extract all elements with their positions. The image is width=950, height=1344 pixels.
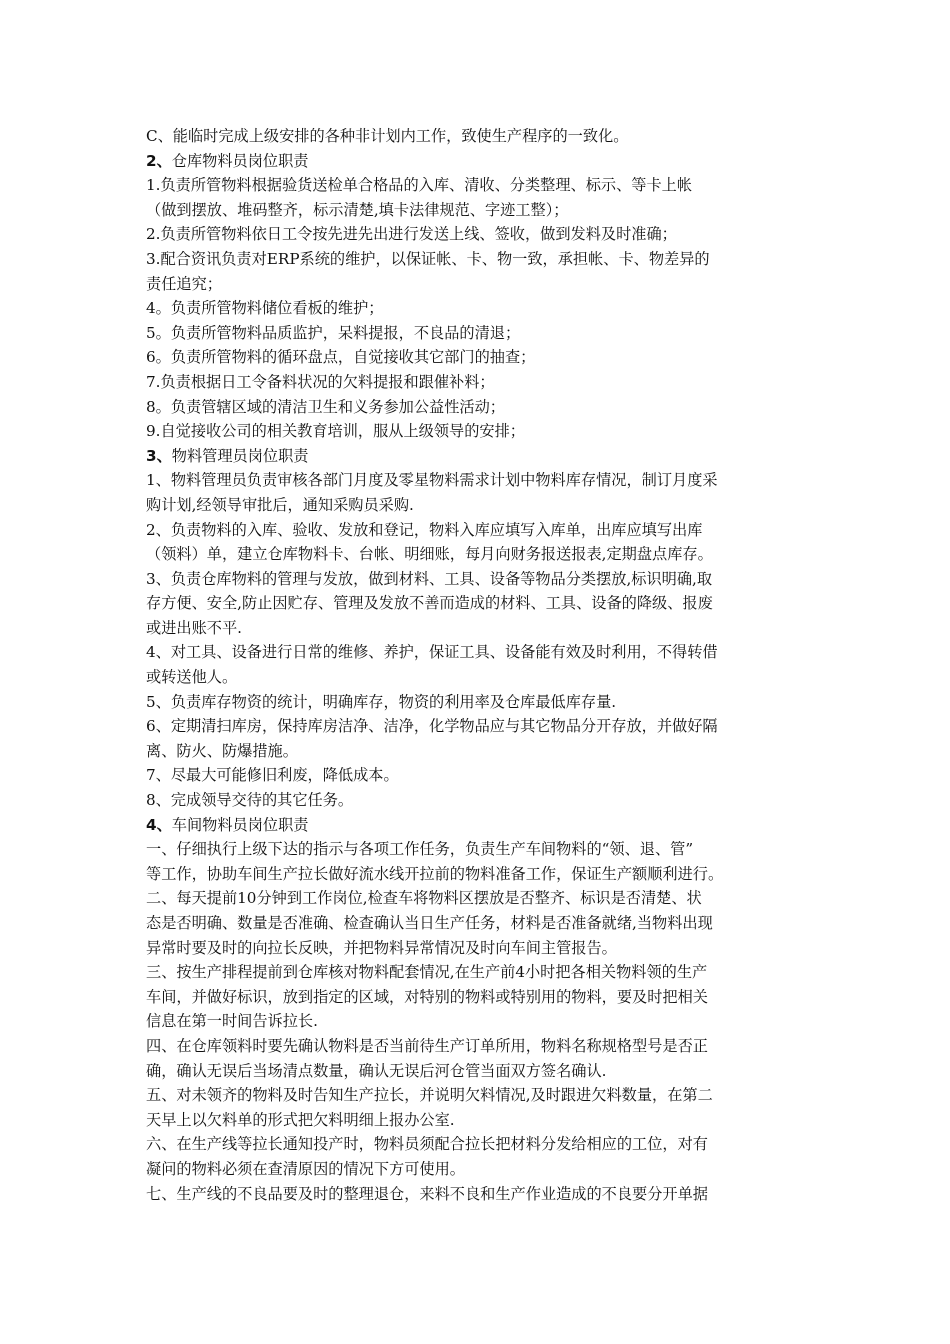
- text-line: 离、防火、防爆措施。: [146, 741, 298, 760]
- text-line: 2、负责物料的入库、验收、发放和登记，物料入库应填写入库单，出库应填写出库: [146, 520, 703, 539]
- section-title: 车间物料员岗位职责: [171, 815, 309, 834]
- text-line: 6、定期清扫库房，保持库房洁净、洁净，化学物品应与其它物品分开存放，并做好隔: [146, 717, 718, 736]
- text-line: 存方便、安全,防止因贮存、管理及发放不善而造成的材料、工具、设备的降级、报废: [146, 594, 713, 613]
- text-line: 天早上以欠料单的形式把欠料明细上报办公室.: [146, 1110, 455, 1129]
- text-line: 凝问的物料必须在查清原因的情况下方可使用。: [146, 1159, 465, 1178]
- section-heading: [146, 444, 806, 469]
- text-line: 9.自觉接收公司的相关教育培训，服从上级领导的安排；: [146, 422, 525, 441]
- section-number: 3、: [146, 446, 172, 465]
- text-line: 七、生产线的不良品要及时的整理退仓，来料不良和生产作业造成的不良要分开单据: [146, 1184, 708, 1203]
- text-line: 3.配合资讯负责对ERP系统的维护，以保证帐、卡、物一致，承担帐、卡、物差异的: [146, 249, 710, 268]
- text-line: 确，确认无误后当场清点数量，确认无误后河仓管当面双方签名确认.: [146, 1061, 607, 1080]
- text-line: 态是否明确、数量是否准确、检查确认当日生产任务，材料是否准备就绪,当物料出现: [146, 914, 713, 932]
- text-line: 等工作，协助车间生产拉长做好流水线开拉前的物料准备工作，保证生产额顺利进行。: [146, 864, 724, 883]
- text-line: 购计划,经领导审批后，通知采购员采购.: [146, 495, 414, 514]
- section-title: 仓库物料员岗位职责: [171, 151, 309, 170]
- text-line: 2.负责所管物料依日工令按先进先出进行发送上线、签收，做到发料及时准确；: [146, 225, 677, 244]
- text-line: 7、尽最大可能修旧利废，降低成本。: [146, 766, 399, 785]
- section-number: 4、: [146, 815, 172, 834]
- text-line: 1、物料管理员负责审核各部门月度及零星物料需求计划中物料库存情况，制订月度采: [146, 471, 718, 490]
- text-line: （做到摆放、堆码整齐，标示清楚,填卡法律规范、字迹工整）；: [146, 200, 569, 219]
- text-line: 责任追究；: [146, 274, 222, 293]
- text-line: 1.负责所管物料根据验货送检单合格品的入库、清收、分类整理、标示、等卡上帐: [146, 176, 693, 195]
- text-line: 8、完成领导交待的其它任务。: [146, 791, 354, 810]
- text-line: 4。负责所管物料储位看板的维护；: [146, 299, 384, 318]
- text-line: 二、每天提前10分钟到工作岗位,检查车将物料区摆放是否整齐、标识是否清楚、状: [146, 889, 702, 908]
- text-line: 3、负责仓库物料的管理与发放，做到材料、工具、设备等物品分类摆放,标识明确,取: [146, 569, 713, 588]
- text-line: 或转送他人。: [146, 668, 238, 687]
- section-heading: [146, 813, 806, 838]
- section-title: 物料管理员岗位职责: [171, 446, 309, 465]
- text-line: 4、对工具、设备进行日常的维修、养护，保证工具、设备能有效及时利用，不得转借: [146, 643, 718, 662]
- text-line: 五、对未领齐的物料及时告知生产拉长，并说明欠料情况,及时跟进欠料数量，在第二: [146, 1086, 713, 1105]
- text-line: （领料）单，建立仓库物料卡、台帐、明细账，每月向财务报送报表,定期盘点库存。: [146, 545, 713, 564]
- text-line: 车间，并做好标识，放到指定的区域，对特别的物料或特别用的物料，要及时把相关: [146, 987, 708, 1006]
- text-line: 5。负责所管物料品质监护，呆料提报，不良品的清退；: [146, 323, 521, 342]
- text-line: 信息在第一时间告诉拉长.: [146, 1012, 318, 1031]
- text-line: 5、负责库存物资的统计，明确库存，物资的利用率及仓库最低库存量.: [146, 692, 617, 711]
- text-line: C、能临时完成上级安排的各种非计划内工作，致使生产程序的一致化。: [146, 127, 629, 145]
- section-number: 2、: [146, 151, 172, 170]
- text-line: 六、在生产线等拉长通知投产时，物料员须配合拉长把材料分发给相应的工位，对有: [146, 1135, 708, 1154]
- text-line: 四、在仓库领料时要先确认物料是否当前待生产订单所用，物料名称规格型号是否正: [146, 1036, 708, 1055]
- text-line: 一、仔细执行上级下达的指示与各项工作任务，负责生产车间物料的“领、退、管”: [146, 840, 694, 859]
- document-body: [146, 124, 806, 1206]
- text-line: 三、按生产排程提前到仓库核对物料配套情况,在生产前4小时把各相关物料领的生产: [146, 963, 708, 982]
- text-line: 异常时要及时的向拉长反映，并把物料异常情况及时向车间主管报告。: [146, 938, 617, 957]
- text-line: 7.负责根据日工令备料状况的欠料提报和跟催补料；: [146, 372, 495, 391]
- section-heading: [146, 149, 806, 174]
- text-line: 6。负责所管物料的循环盘点，自觉接收其它部门的抽查；: [146, 348, 536, 367]
- text-line: 8。负责管辖区域的清洁卫生和义务参加公益性活动；: [146, 397, 505, 416]
- text-line: 或进出账不平.: [146, 618, 242, 637]
